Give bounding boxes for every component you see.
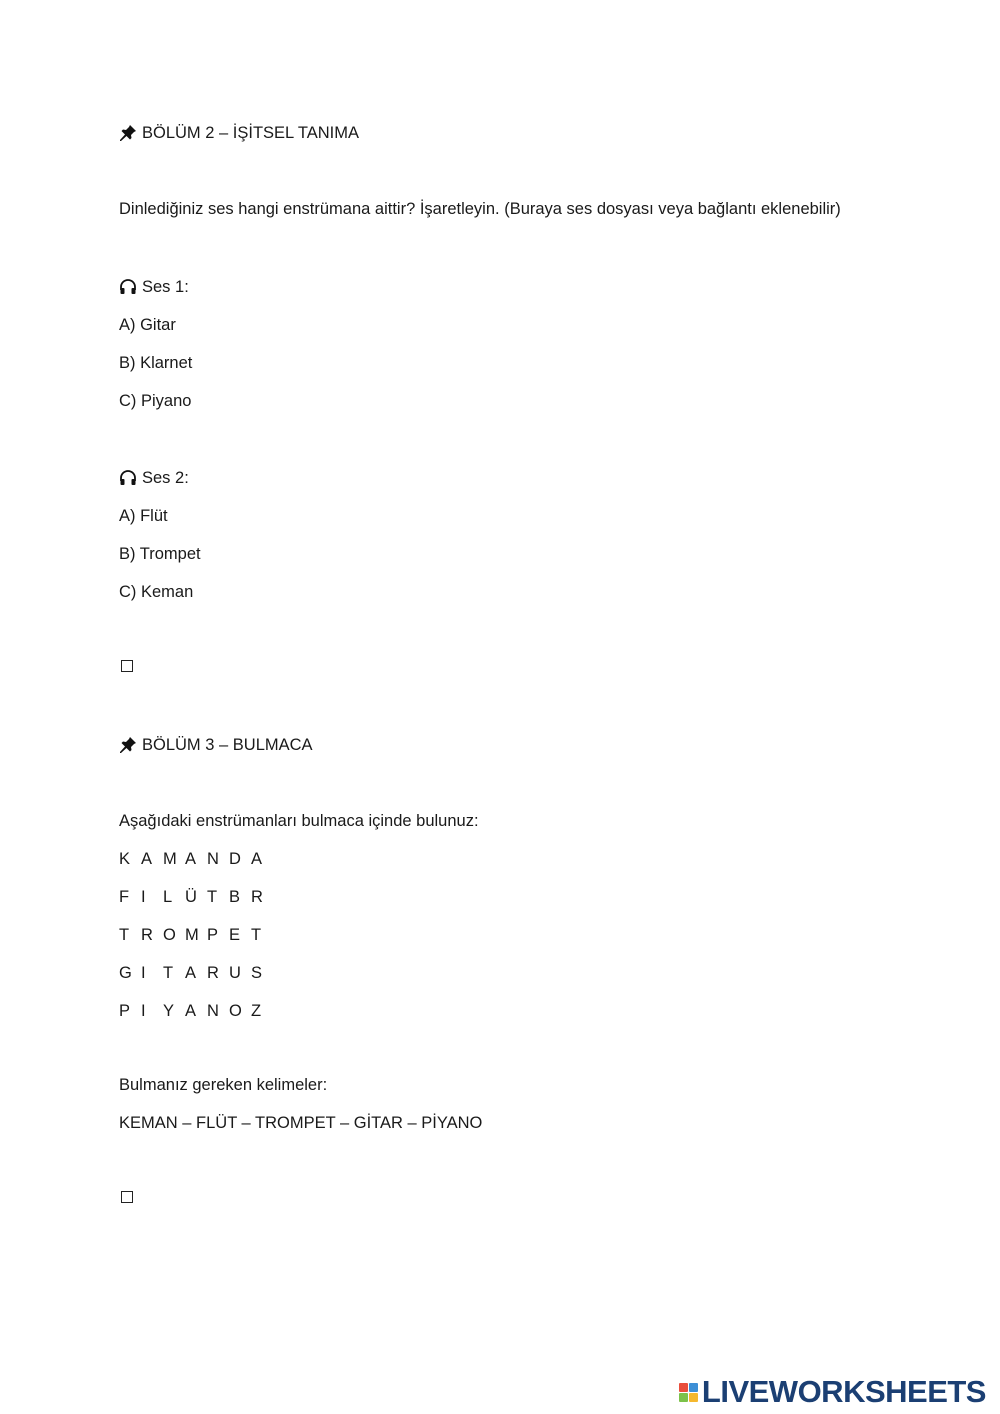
puzzle-row-1 [119,849,273,869]
puzzle-cell[interactable]: A [185,1002,197,1020]
section2-instruction: Dinlediğiniz ses hangi enstrümana aittir? İşaretleyin. (Buraya ses dosyası veya bağlantı eklenebilir) [119,200,841,218]
headphones-icon [119,469,137,487]
puzzle-cell[interactable]: A [185,850,197,868]
puzzle-cell[interactable]: Z [251,1002,262,1020]
puzzle-row-3 [119,925,273,945]
liveworksheets-logo [679,1374,986,1410]
question-1-option-b[interactable]: B) Klarnet [119,354,193,372]
section2-heading [119,123,359,143]
section3-instruction: Aşağıdaki enstrümanları bulmaca içinde bulunuz: [119,812,479,830]
question-2-text: Ses 2: [142,469,189,487]
section3-title: BÖLÜM 3 – BULMACA [142,736,313,754]
brand-text: LIVEWORKSHEETS [701,1374,986,1409]
puzzle-cell[interactable]: Y [163,1002,175,1020]
puzzle-cell[interactable]: O [163,926,176,944]
puzzle-cell[interactable]: R [207,964,219,982]
puzzle-cell[interactable]: T [207,888,218,906]
puzzle-cell[interactable]: S [251,964,263,982]
puzzle-row-2 [119,887,273,907]
puzzle-cell[interactable]: D [229,850,241,868]
puzzle-cell[interactable]: I [141,1002,146,1020]
question-1-option-a[interactable]: A) Gitar [119,316,176,334]
headphones-icon [119,278,137,296]
question-1-option-c[interactable]: C) Piyano [119,392,192,410]
puzzle-cell[interactable]: M [163,850,177,868]
puzzle-cell[interactable]: T [163,964,174,982]
puzzle-cell[interactable]: P [207,926,219,944]
question-2-option-b[interactable]: B) Trompet [119,545,201,563]
checkbox-icon[interactable] [121,1191,133,1203]
pushpin-icon [119,736,137,754]
puzzle-cell[interactable]: A [185,964,197,982]
question-1-label [119,277,189,297]
words-label: Bulmanız gereken kelimeler: [119,1076,328,1094]
puzzle-cell[interactable]: U [229,964,241,982]
puzzle-cell[interactable]: T [119,926,130,944]
pushpin-icon [119,124,137,142]
puzzle-cell[interactable]: B [229,888,241,906]
puzzle-cell[interactable]: G [119,964,132,982]
question-2-option-c[interactable]: C) Keman [119,583,194,601]
checkbox-icon[interactable] [121,660,133,672]
section2-title: BÖLÜM 2 – İŞİTSEL TANIMA [142,124,360,142]
puzzle-cell[interactable]: M [185,926,199,944]
words-list: KEMAN – FLÜT – TROMPET – GİTAR – PİYANO [119,1114,483,1132]
puzzle-cell[interactable]: R [251,888,263,906]
puzzle-cell[interactable]: A [141,850,153,868]
puzzle-cell[interactable]: O [229,1002,242,1020]
puzzle-cell[interactable]: K [119,850,131,868]
puzzle-cell[interactable]: R [141,926,153,944]
puzzle-cell[interactable]: N [207,850,219,868]
puzzle-cell[interactable]: A [251,850,263,868]
logo-badge-icon [679,1383,698,1402]
puzzle-cell[interactable]: I [141,964,146,982]
puzzle-cell[interactable]: Ü [185,888,197,906]
section3-heading [119,735,313,755]
question-2-label [119,468,189,488]
puzzle-row-5 [119,1001,273,1021]
puzzle-cell[interactable]: L [163,888,173,906]
question-2-option-a[interactable]: A) Flüt [119,507,168,525]
question-1-text: Ses 1: [142,278,189,296]
puzzle-cell[interactable]: I [141,888,146,906]
puzzle-row-4 [119,963,273,983]
puzzle-cell[interactable]: E [229,926,241,944]
puzzle-cell[interactable]: P [119,1002,131,1020]
puzzle-cell[interactable]: N [207,1002,219,1020]
puzzle-cell[interactable]: F [119,888,130,906]
puzzle-cell[interactable]: T [251,926,262,944]
